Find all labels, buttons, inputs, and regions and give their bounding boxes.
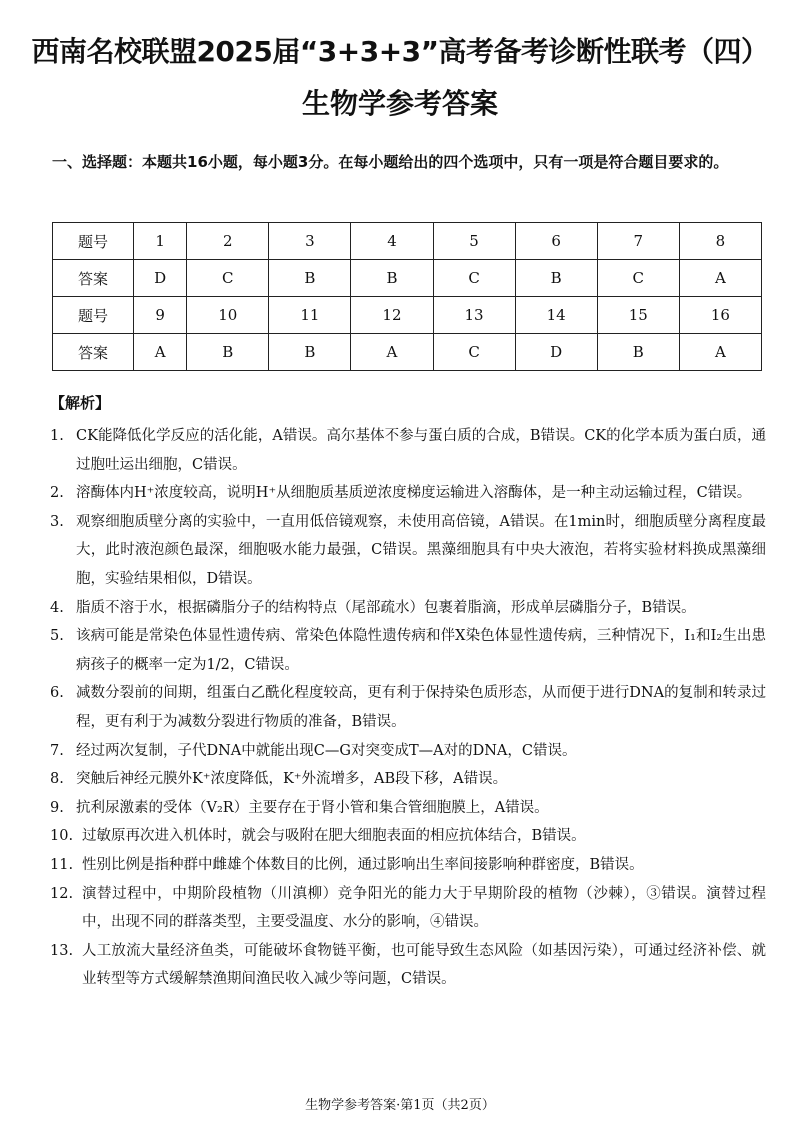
answer-cell: B bbox=[187, 334, 269, 371]
analysis-item bbox=[50, 880, 766, 937]
answer-cell: B bbox=[269, 334, 351, 371]
item-number: 2. bbox=[50, 485, 64, 502]
item-text: 该病可能是常染色体显性遗传病、常染色体隐性遗传病和伴X染色体显性遗传病，三种情况下，Ⅰ₁和Ⅰ₂生出患病孩子的概率一定为1/2，C错误。 bbox=[76, 628, 766, 673]
answer-cell: C bbox=[433, 260, 515, 297]
analysis-heading: 【解析】 bbox=[50, 394, 111, 412]
analysis-item bbox=[50, 737, 766, 766]
question-number: 6 bbox=[515, 223, 597, 260]
question-number: 7 bbox=[597, 223, 679, 260]
exam-title: 西南名校联盟2025届“3+3+3”高考备考诊断性联考（四） bbox=[31, 35, 769, 68]
item-text: 演替过程中，中期阶段植物（川滇柳）竞争阳光的能力大于早期阶段的植物（沙棘），③错误。演替过程中，出现不同的群落类型，主要受温度、水分的影响，④错误。 bbox=[82, 885, 766, 931]
analysis-item bbox=[50, 679, 766, 736]
answer-cell: B bbox=[351, 260, 433, 297]
answer-cell: B bbox=[515, 260, 597, 297]
item-text: 减数分裂前的间期，组蛋白乙酰化程度较高，更有利于保持染色质形态，从而便于进行DNA的复制和转录过程，更有利于为减数分裂进行物质的准备，B错误。 bbox=[76, 685, 766, 730]
answer-cell: A bbox=[134, 334, 187, 371]
answer-cell: A bbox=[351, 334, 433, 371]
row-label: 题号 bbox=[53, 297, 134, 334]
question-number: 15 bbox=[597, 297, 679, 334]
item-text: 观察细胞质壁分离的实验中，一直用低倍镜观察，未使用高倍镜，A错误。在1min时，细胞质壁分离程度最大，此时液泡颜色最深，细胞吸水能力最强，C错误。黑藻细胞具有中央大液泡，若将实验材料换成黑藻细胞，实验结果相似，D错误。 bbox=[76, 513, 766, 587]
answer-cell: D bbox=[515, 334, 597, 371]
question-number: 16 bbox=[679, 297, 761, 334]
item-number: 3. bbox=[50, 513, 64, 530]
answer-cell: B bbox=[597, 334, 679, 371]
question-number: 9 bbox=[134, 297, 187, 334]
analysis-item bbox=[50, 765, 766, 794]
item-number: 12. bbox=[50, 885, 74, 902]
answer-table bbox=[52, 222, 762, 371]
analysis-item bbox=[50, 479, 766, 508]
question-number: 4 bbox=[351, 223, 433, 260]
question-number-row bbox=[53, 223, 762, 260]
question-number-row bbox=[53, 297, 762, 334]
item-number: 5. bbox=[50, 628, 64, 645]
item-text: CK能降低化学反应的活化能，A错误。高尔基体不参与蛋白质的合成，B错误。CK的化学本质为蛋白质，通过胞吐运出细胞，C错误。 bbox=[76, 428, 766, 473]
answer-cell: B bbox=[269, 260, 351, 297]
item-number: 4. bbox=[50, 599, 64, 616]
analysis-item bbox=[50, 508, 766, 594]
row-label: 题号 bbox=[53, 223, 134, 260]
answer-cell: C bbox=[433, 334, 515, 371]
item-text: 溶酶体内H⁺浓度较高，说明H⁺从细胞质基质逆浓度梯度运输进入溶酶体，是一种主动运输过程，C错误。 bbox=[76, 485, 752, 502]
item-text: 过敏原再次进入机体时，就会与吸附在肥大细胞表面的相应抗体结合，B错误。 bbox=[82, 828, 586, 845]
item-number: 10. bbox=[50, 828, 74, 845]
analysis-item bbox=[50, 851, 766, 880]
row-label: 答案 bbox=[53, 260, 134, 297]
document-subtitle: 生物学参考答案 bbox=[301, 87, 498, 120]
answer-cell: C bbox=[187, 260, 269, 297]
question-number: 12 bbox=[351, 297, 433, 334]
answer-cell: A bbox=[679, 334, 761, 371]
item-text: 性别比例是指种群中雌雄个体数目的比例，通过影响出生率间接影响种群密度，B错误。 bbox=[82, 856, 644, 873]
question-number: 14 bbox=[515, 297, 597, 334]
item-text: 突触后神经元膜外K⁺浓度降低，K⁺外流增多，AB段下移，A错误。 bbox=[76, 771, 508, 788]
item-text: 人工放流大量经济鱼类，可能破坏食物链平衡，也可能导致生态风险（如基因污染），可通过经济补偿、就业转型等方式缓解禁渔期间渔民收入减少等问题，C错误。 bbox=[82, 942, 766, 988]
answer-cell: C bbox=[597, 260, 679, 297]
item-number: 13. bbox=[50, 942, 74, 959]
item-number: 11. bbox=[50, 856, 74, 873]
item-number: 9. bbox=[50, 799, 64, 816]
question-number: 5 bbox=[433, 223, 515, 260]
question-number: 2 bbox=[187, 223, 269, 260]
question-number: 3 bbox=[269, 223, 351, 260]
item-number: 7. bbox=[50, 742, 64, 759]
item-number: 8. bbox=[50, 771, 64, 788]
analysis-item bbox=[50, 622, 766, 679]
section-one-heading: 一、选择题：本题共16小题，每小题3分。在每小题给出的四个选项中，只有一项是符合题目要求的。 bbox=[52, 153, 729, 171]
analysis-item bbox=[50, 937, 766, 994]
question-number: 11 bbox=[269, 297, 351, 334]
page-footer: 生物学参考答案·第1页（共2页） bbox=[305, 1098, 495, 1113]
question-number: 13 bbox=[433, 297, 515, 334]
question-number: 10 bbox=[187, 297, 269, 334]
item-text: 经过两次复制，子代DNA中就能出现C—G对突变成T—A对的DNA，C错误。 bbox=[76, 742, 577, 759]
question-number: 8 bbox=[679, 223, 761, 260]
analysis-item bbox=[50, 822, 766, 851]
row-label: 答案 bbox=[53, 334, 134, 371]
answer-row bbox=[53, 334, 762, 371]
answer-row bbox=[53, 260, 762, 297]
analysis-item bbox=[50, 594, 766, 623]
item-number: 6. bbox=[50, 685, 64, 702]
analysis-item bbox=[50, 794, 766, 823]
answer-cell: A bbox=[679, 260, 761, 297]
answer-cell: D bbox=[134, 260, 187, 297]
analysis-item bbox=[50, 422, 766, 479]
item-number: 1. bbox=[50, 428, 64, 444]
analysis-list bbox=[50, 422, 766, 994]
question-number: 1 bbox=[134, 223, 187, 260]
item-text: 脂质不溶于水，根据磷脂分子的结构特点（尾部疏水）包裹着脂滴，形成单层磷脂分子，B错误。 bbox=[76, 599, 696, 616]
item-text: 抗利尿激素的受体（V₂R）主要存在于肾小管和集合管细胞膜上，A错误。 bbox=[76, 799, 549, 816]
